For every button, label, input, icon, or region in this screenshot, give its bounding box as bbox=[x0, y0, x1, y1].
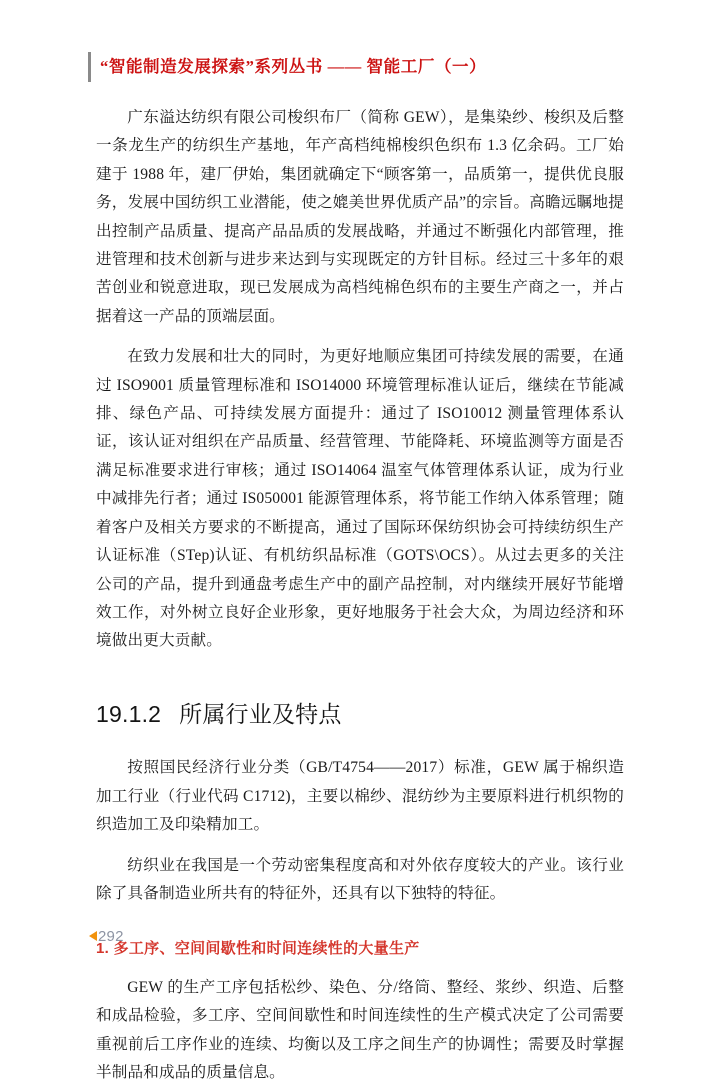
page-number: 292 bbox=[98, 927, 124, 945]
body-paragraph: 在致力发展和壮大的同时，为更好地顺应集团可持续发展的需要，在通过 ISO9001 质量管理标准和 ISO14000 环境管理标准认证后，继续在节能减排、绿色产品、可持续发展方面提升：通过了 ISO10012 测量管理体系认证，该认证对组织在产品质量、经营管理、节能降耗、环境监测等方面是否满足标准要求进行审核；通过 ISO14064 温室气体管理体系认证，成为行业中减排先行者；通过 IS050001 能源管理体系，将节能工作纳入体系管理；随着客户及相关方要求的不断提高，通过了国际环保纺织协会可持续纺织生产认证标准（STep)认证、有机纺织品标准（GOTS\OCS）。从过去更多的关注公司的产品，提升到通盘考虑生产中的副产品控制，对内继续开展好节能增效工作，对外树立良好企业形象，更好地服务于社会大众，为周边经济和环境做出更大贡献。 bbox=[96, 348, 624, 650]
subsection-heading: 1. 多工序、空间间歇性和时间连续性的大量生产 bbox=[96, 939, 420, 957]
page-content bbox=[96, 104, 624, 1088]
body-paragraph: 广东溢达纺织有限公司梭织布厂（简称 GEW），是集染纱、梭织及后整一条龙生产的纺织生产基地，年产高档纯棉梭织色织布 1.3 亿余码。工厂始建于 1988 年，建厂伊始，集团就确定下“顾客第一，品质第一，提供优良服务，发展中国纺织工业潜能，使之媲美世界优质产品”的宗旨。高瞻远瞩地提出控制产品质量、提高产品品质的发展战略，并通过不断强化内部管理，推进管理和技术创新与进步来达到与实现既定的方针目标。经过三十多年的艰苦创业和锐意进取，现已发展成为高档纯棉色织布的主要生产商之一，并占据着这一产品的顶端层面。 bbox=[96, 109, 624, 325]
section-heading-title: 所属行业及特点 bbox=[179, 700, 342, 727]
running-head-title: “智能制造发展探索”系列丛书 —— 智能工厂（一） bbox=[100, 56, 487, 76]
spacer bbox=[96, 656, 624, 700]
spacer bbox=[96, 728, 624, 754]
running-head bbox=[88, 50, 648, 84]
body-paragraph: 纺织业在我国是一个劳动密集程度高和对外依存度较大的产业。该行业除了具备制造业所共有的特征外，还具有以下独特的特征。 bbox=[96, 856, 624, 903]
running-head-rule bbox=[88, 52, 91, 82]
body-paragraph: GEW 的生产工序包括松纱、染色、分/络筒、整经、浆纱、织造、后整和成品检验，多工序、空间间歇性和时间连续性的生产模式决定了公司需要重视前后工序作业的连续、均衡以及工序之间生产的协调性；需要及时掌握半制品和成品的质量信息。 bbox=[96, 979, 624, 1082]
page-folio bbox=[89, 926, 124, 946]
spacer bbox=[96, 909, 624, 939]
body-paragraph: 按照国民经济行业分类（GB/T4754——2017）标准，GEW 属于棉织造加工行业（行业代码 C1712)，主要以棉纱、混纺纱为主要原料进行机织物的织造加工及印染精加工。 bbox=[96, 759, 624, 834]
section-heading bbox=[96, 700, 624, 729]
folio-arrow-icon bbox=[89, 931, 97, 941]
section-heading-number: 19.1.2 bbox=[96, 700, 162, 727]
spacer bbox=[96, 958, 624, 974]
